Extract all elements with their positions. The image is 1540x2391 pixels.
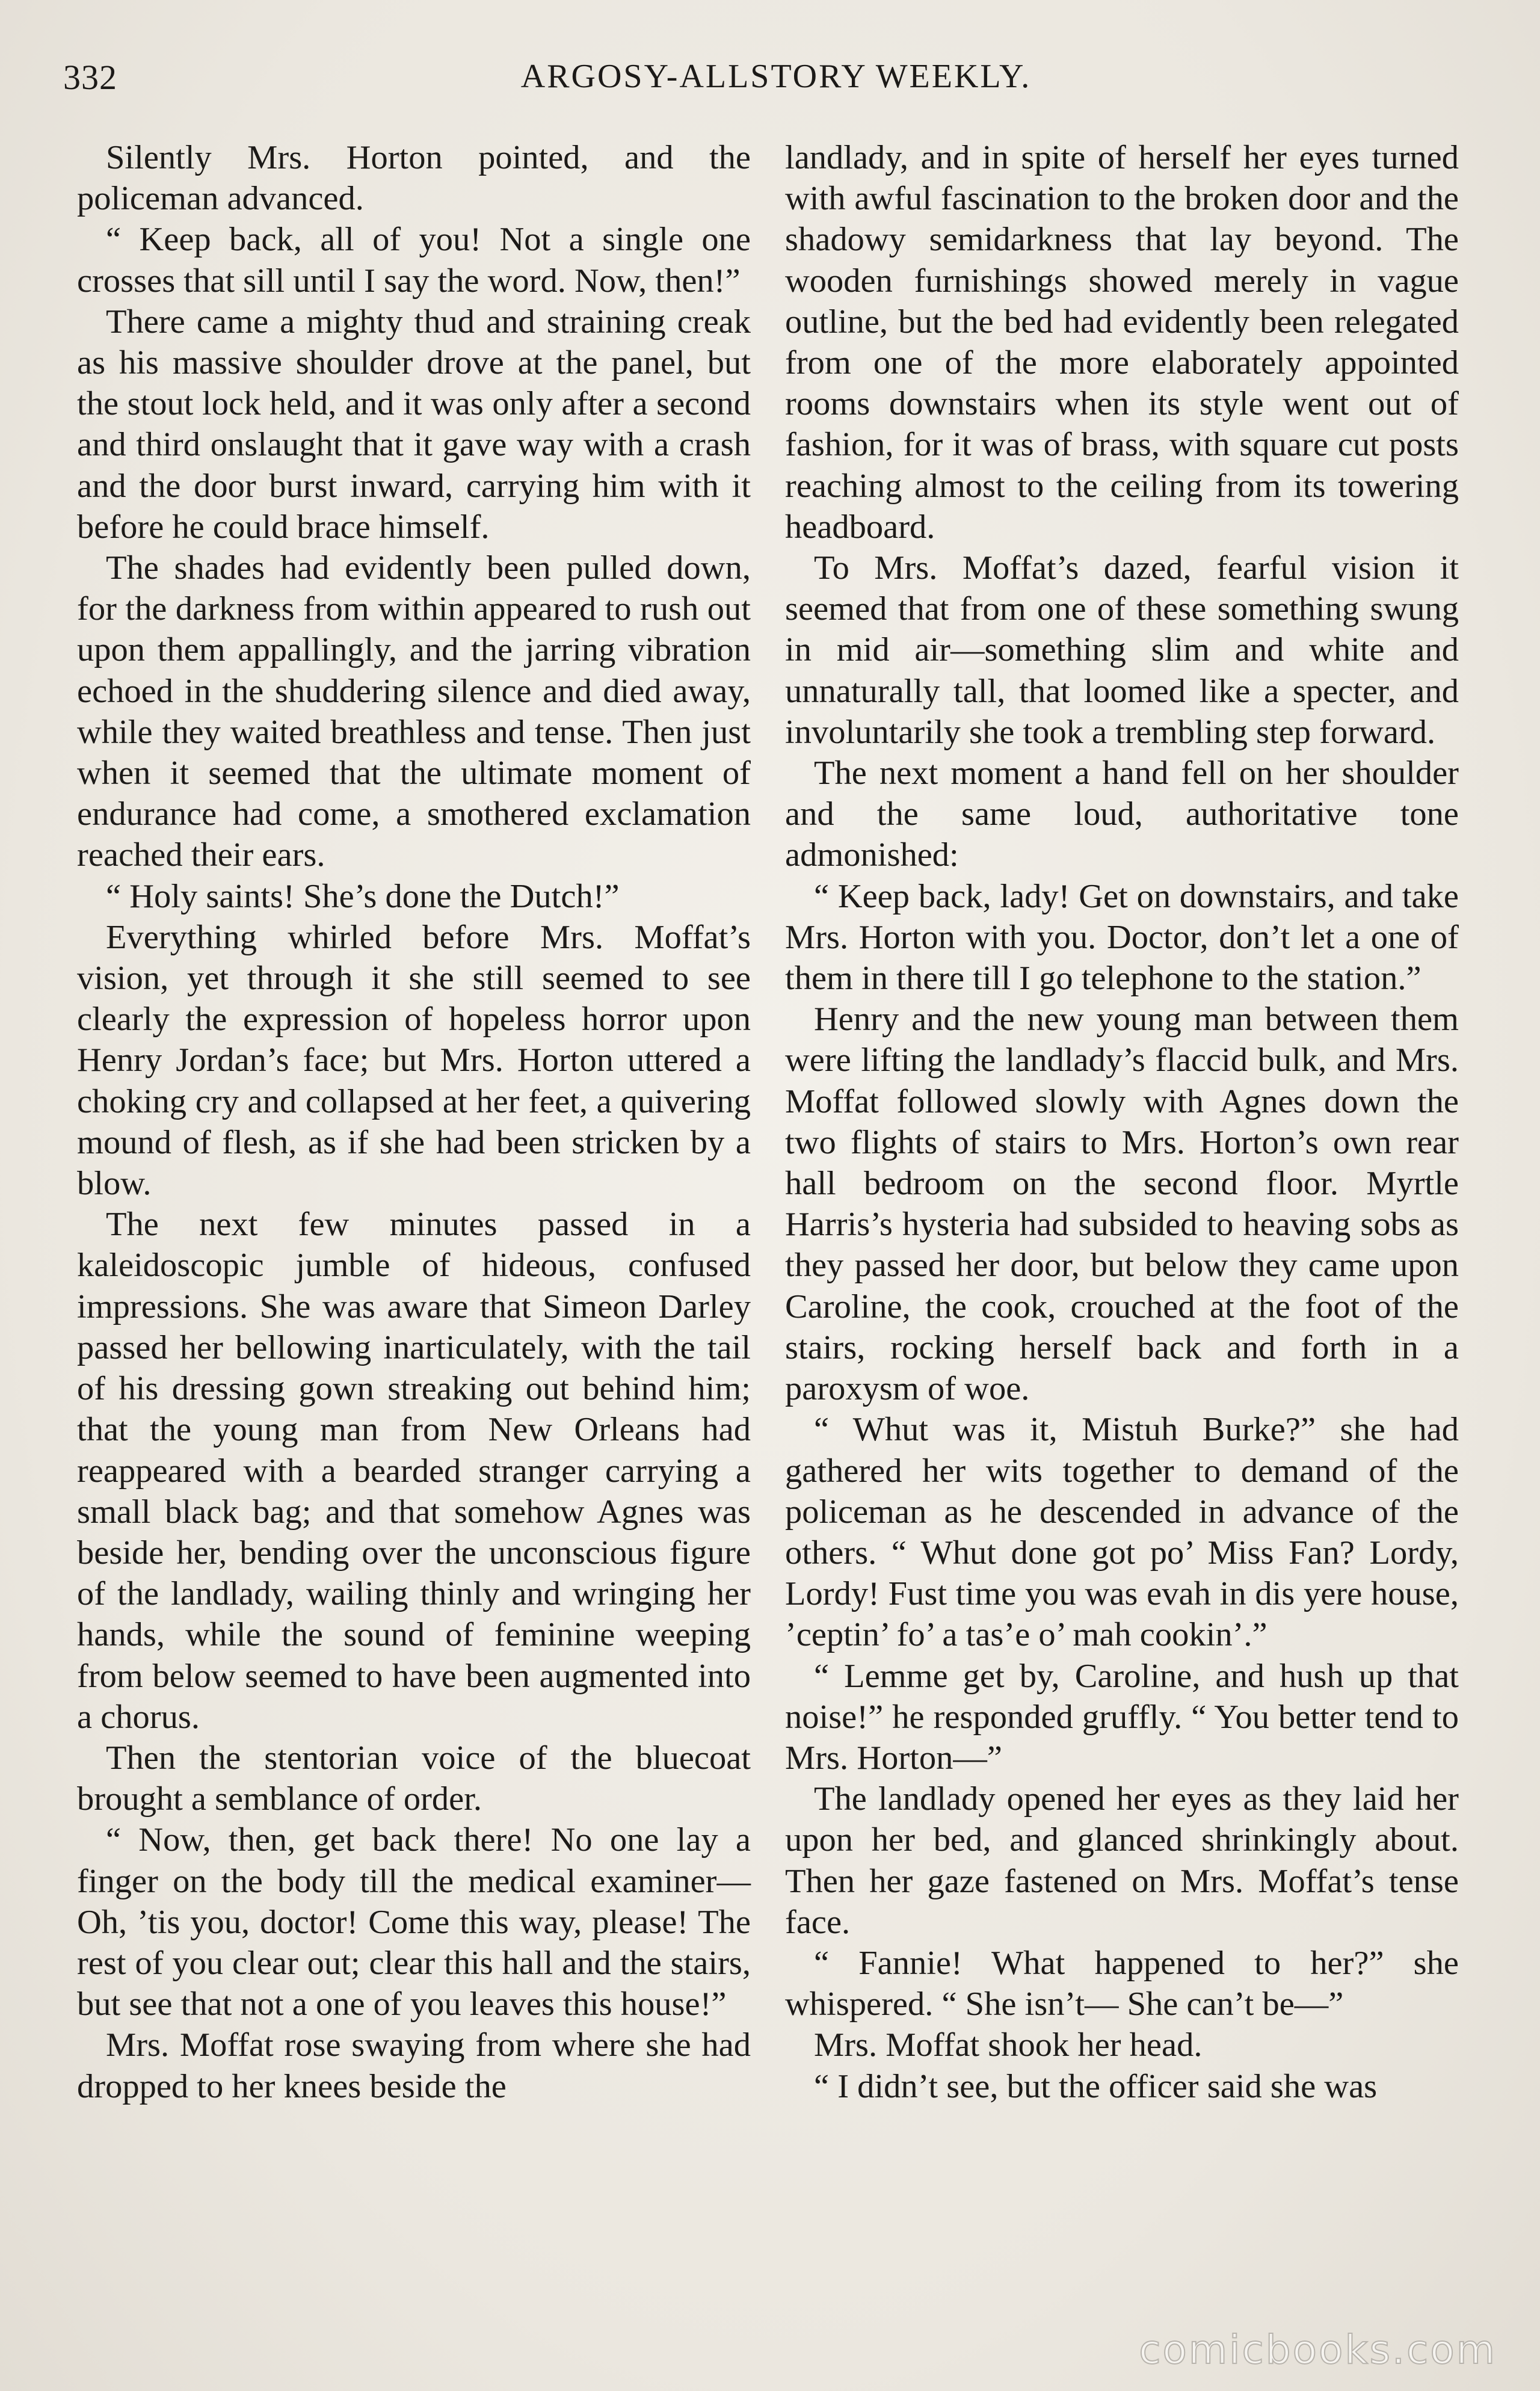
paragraph: The next few minutes passed in a kaleidoscopic jumble of hideous, confused impressions. She was aware that Simeon Darley passed her bellowing inarticulately, with the tail of his dressing gown streaking out behind him; that the young man from New Orleans had reappeared with a bearded stranger carrying a small black bag; and that somehow Agnes was beside her, bending over the unconscious figure of the landlady, wailing thinly and wringing her hands, while the sound of feminine weeping from below seemed to have been augmented into a chorus. <box>77 1206 751 1736</box>
paragraph: “ Keep back, lady! Get on downstairs, and take Mrs. Horton with you. Doctor, don’t let a one of them in there till I go telephone to the station.” <box>785 877 1459 998</box>
paragraph: landlady, and in spite of herself her eyes turned with awful fascination to the broken door and the shadowy semidarkness that lay beyond. The wooden furnishings showed merely in vague outline, but the bed had evidently been relegated from one of the more elaborately appointed rooms downstairs when its style went out of fashion, for it was of brass, with square cut posts reaching almost to the ceiling from its towering headboard. <box>785 139 1459 546</box>
right-column <box>785 137 1459 2107</box>
paragraph: The landlady opened her eyes as they laid her upon her bed, and glanced shrinkingly about. Then her gaze fastened on Mrs. Moffat’s tense face. <box>785 1780 1459 1941</box>
left-column <box>77 137 751 2107</box>
paragraph: “ Whut was it, Mistuh Burke?” she had gathered her wits together to demand of the policeman as he descended in advance of the others. “ Whut done got po’ Miss Fan? Lordy, Lordy! Fust time you was evah in dis yere house, ’ceptin’ fo’ a tas’e o’ mah cookin’.” <box>785 1411 1459 1654</box>
paragraph: To Mrs. Moffat’s dazed, fearful vision it seemed that from one of these something swung in mid air—something slim and white and unnaturally tall, that loomed like a specter, and involuntarily she took a trembling step forward. <box>785 549 1459 751</box>
paragraph: There came a mighty thud and straining creak as his massive shoulder drove at the panel, but the stout lock held, and it was only after a second and third onslaught that it gave way with a crash and the door burst inward, carrying him with it before he could brace himself. <box>77 303 751 546</box>
paragraph: Silently Mrs. Horton pointed, and the policeman advanced. <box>77 139 751 218</box>
paragraph: The next moment a hand fell on her shoulder and the same loud, authoritative tone admonished: <box>785 754 1459 874</box>
watermark: comicbooks.com <box>1139 2327 1497 2373</box>
paragraph: “ Lemme get by, Caroline, and hush up that noise!” he responded gruffly. “ You better tend to Mrs. Horton—” <box>785 1657 1459 1777</box>
paragraph: Mrs. Moffat rose swaying from where she had dropped to her knees beside the <box>77 2026 751 2105</box>
paragraph: “ Keep back, all of you! Not a single one crosses that sill until I say the word. Now, then!” <box>77 221 751 300</box>
paragraph: “ Holy saints! She’s done the Dutch!” <box>106 877 620 915</box>
paragraph: Then the stentorian voice of the bluecoat brought a semblance of order. <box>77 1739 751 1818</box>
paragraph: “ Fannie! What happened to her?” she whispered. “ She isn’t— She can’t be—” <box>785 1944 1459 2023</box>
paragraph: Everything whirled before Mrs. Moffat’s vision, yet through it she still seemed to see clearly the expression of hopeless horror upon Henry Jordan’s face; but Mrs. Horton uttered a choking cry and collapsed at her feet, a quivering mound of flesh, as if she had been stricken by a blow. <box>77 918 751 1203</box>
paragraph: “ Now, then, get back there! No one lay a finger on the body till the medical examiner— Oh, ’tis you, doctor! Come this way, please! The rest of you clear out; clear this hall and the stairs, but see that not a one of you leaves this house!” <box>77 1821 751 2023</box>
paragraph: “ I didn’t see, but the officer said she was <box>814 2067 1378 2105</box>
paragraph: The shades had evidently been pulled down, for the darkness from within appeared to rush out upon them appallingly, and the jarring vibration echoed in the shuddering silence and died away, while they waited breathless and tense. Then just when it seemed that the ultimate moment of endurance had come, a smothered exclamation reached their ears. <box>77 549 751 874</box>
paragraph: Henry and the new young man between them were lifting the landlady’s flaccid bulk, and Mrs. Moffat followed slowly with Agnes down the two flights of stairs to Mrs. Horton’s own rear hall bedroom on the second floor. Myrtle Harris’s hysteria had subsided to heaving sobs as they passed her door, but below they came upon Caroline, the cook, crouched at the foot of the stairs, rocking herself back and forth in a paroxysm of woe. <box>785 1001 1459 1408</box>
page-number: 332 <box>63 58 117 97</box>
paragraph: Mrs. Moffat shook her head. <box>814 2026 1203 2064</box>
running-head: ARGOSY-ALLSTORY WEEKLY. <box>520 58 1032 95</box>
page-header <box>63 57 1489 111</box>
